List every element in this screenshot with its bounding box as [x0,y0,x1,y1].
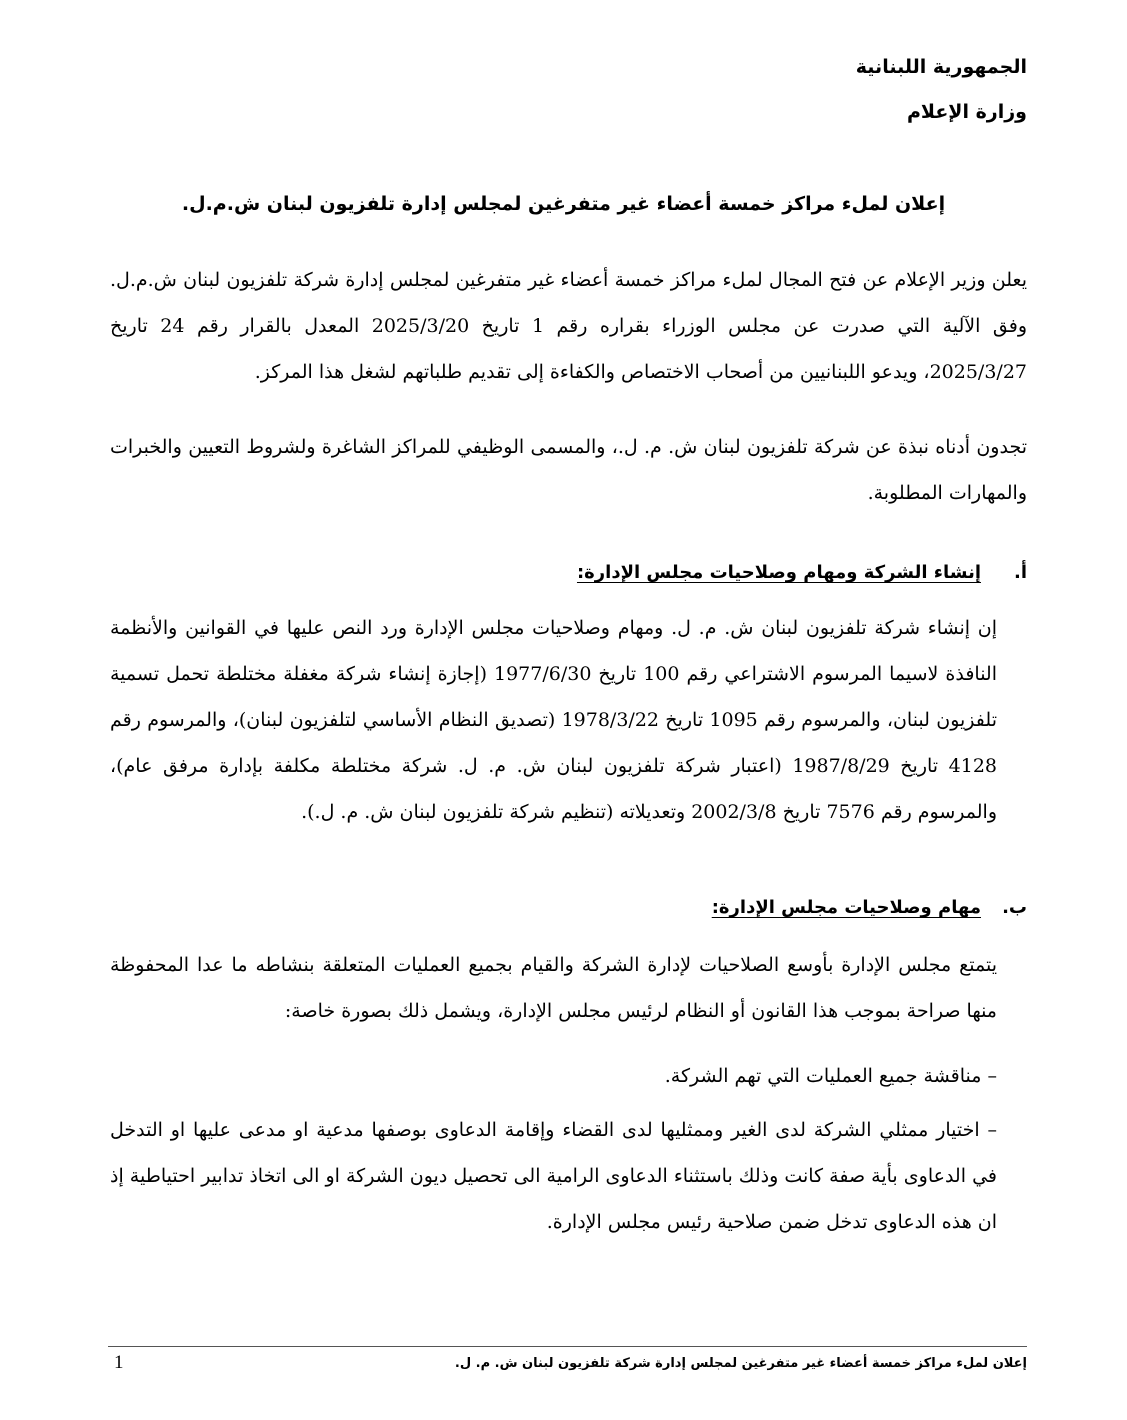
intro-paragraph: تجدون أدناه نبذة عن شركة تلفزيون لبنان ش. م. ل.، والمسمى الوظيفي للمراكز الشاغرة ولشروط التعيين والخبرات والمهارات المطلوبة. [110,436,1027,504]
section-heading-b [327,897,1027,918]
section-paragraph: يتمتع مجلس الإدارة بأوسع الصلاحيات لإدارة الشركة والقيام بجميع العمليات المتعلقة بنشاطه ما عدا المحفوظة منها صراحة بموجب هذا القانون أو النظام لرئيس مجلس الإدارة، ويشمل ذلك بصورة خاصة: [110,954,997,1022]
ministry-name: وزارة الإعلام [906,101,1027,123]
section-heading-text: إنشاء الشركة ومهام وصلاحيات مجلس الإدارة: [576,562,981,583]
document-title: إعلان لملء مراكز خمسة أعضاء غير متفرغين لمجلس إدارة تلفزيون لبنان ش.م.ل. [181,193,946,215]
section-marker: أ. [1013,562,1027,583]
section-heading-a [327,562,1027,583]
intro-paragraph: يعلن وزير الإعلام عن فتح المجال لملء مراكز خمسة أعضاء غير متفرغين لمجلس إدارة شركة تلفزيون لبنان ش.م.ل. وفق الآلية التي صدرت عن مجلس الوزراء بقراره رقم 1 تاريخ 2025/3/20 المعدل بالقرار رقم 24 تاريخ 2025/3/27، ويدعو اللبنانيين من أصحاب الاختصاص والكفاءة إلى تقديم طلباتهم لشغل هذا المركز. [110,269,1027,383]
section-marker: ب. [1002,897,1027,918]
country-name: الجمهورية اللبنانية [855,56,1027,78]
footer-divider [108,1346,1027,1347]
list-item: – اختيار ممثلي الشركة لدى الغير وممثليها لدى القضاء وإقامة الدعاوى بوصفها مدعية او مدعى عليها او التدخل في الدعاوى بأية صفة كانت وذلك باستثناء الدعاوى الرامية الى تحصيل ديون الشركة او الى اتخاذ تدابير احتياطية إذ ان هذه الدعاوى تدخل ضمن صلاحية رئيس مجلس الإدارة. [110,1119,997,1233]
page-number: 1 [114,1352,124,1373]
section-paragraph: إن إنشاء شركة تلفزيون لبنان ش. م. ل. ومهام وصلاحيات مجلس الإدارة ورد النص عليها في القوانين والأنظمة النافذة لاسيما المرسوم الاشتراعي رقم 100 تاريخ 1977/6/30 (إجازة إنشاء شركة مغفلة مختلطة تحمل تسمية تلفزيون لبنان، والمرسوم رقم 1095 تاريخ 1978/3/22 (تصديق النظام الأساسي لتلفزيون لبنان)، والمرسوم رقم 4128 تاريخ 1987/8/29 (اعتبار شركة تلفزيون لبنان ش. م. ل. شركة مختلطة مكلفة بإدارة مرفق عام)، والمرسوم رقم 7576 تاريخ 2002/3/8 وتعديلاته (تنظيم شركة تلفزيون لبنان ش. م. ل.). [110,617,997,823]
list-item: – مناقشة جميع العمليات التي تهم الشركة. [664,1065,997,1087]
footer-text: إعلان لملء مراكز خمسة أعضاء غير متفرغين لمجلس إدارة شركة تلفزيون لبنان ش. م. ل. [454,1356,1027,1371]
section-heading-text: مهام وصلاحيات مجلس الإدارة: [711,897,981,918]
